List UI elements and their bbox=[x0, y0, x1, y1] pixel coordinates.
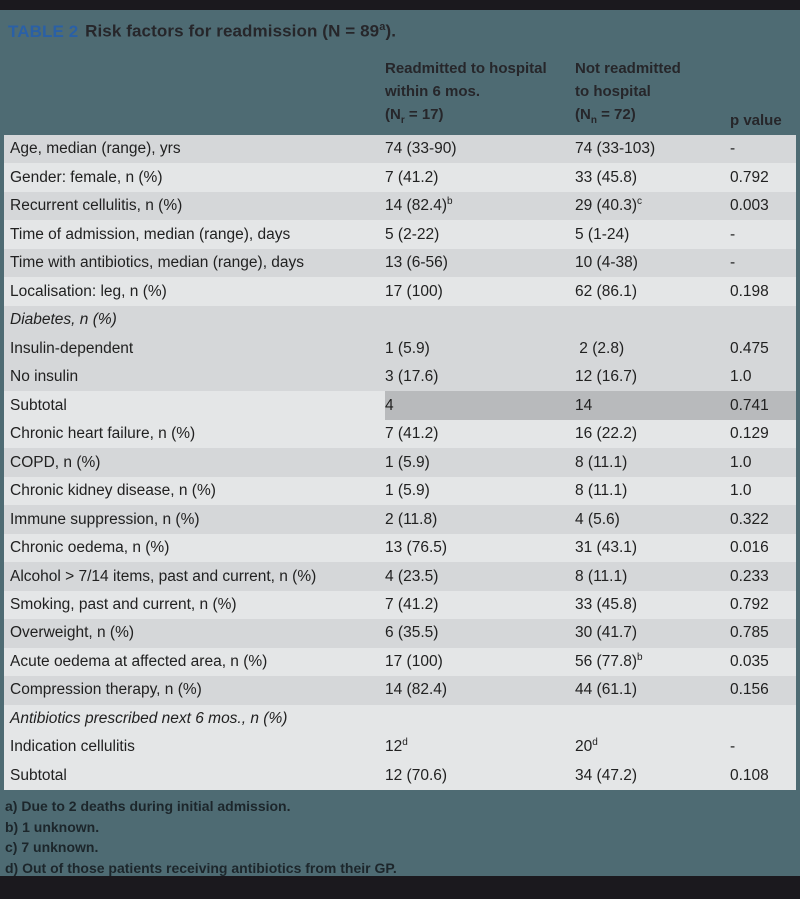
pvalue-cell: 0.792 bbox=[730, 595, 769, 613]
table-body bbox=[4, 135, 796, 790]
row-label-cell: COPD, n (%) bbox=[10, 453, 101, 471]
row-label-cell: Chronic oedema, n (%) bbox=[10, 539, 170, 557]
footnotes bbox=[0, 790, 800, 876]
table-row bbox=[4, 591, 796, 619]
readmitted-value-cell: 14 (82.4) bbox=[385, 681, 448, 699]
footnote: d) Out of those patients receiving antibiotics from their GP. bbox=[5, 859, 397, 876]
not-readmitted-value-cell: 44 (61.1) bbox=[575, 681, 638, 699]
not-readmitted-value-cell: 12 (16.7) bbox=[575, 368, 638, 386]
row-label-cell: Time of admission, median (range), days bbox=[10, 225, 291, 243]
not-readmitted-value-cell: 56 (77.8) b bbox=[575, 651, 643, 670]
pvalue-cell: 0.156 bbox=[730, 681, 769, 699]
table-row bbox=[4, 220, 796, 248]
pvalue-cell: - bbox=[730, 225, 736, 243]
not-readmitted-value-cell: 62 (86.1) bbox=[575, 282, 638, 300]
readmitted-value-cell: 2 (11.8) bbox=[385, 510, 438, 528]
table-row bbox=[4, 477, 796, 505]
row-label-cell: Subtotal bbox=[10, 766, 67, 784]
pvalue-cell: 1.0 bbox=[730, 453, 752, 471]
readmitted-value-cell: 7 (41.2) bbox=[385, 425, 439, 443]
col-header-line: to hospital bbox=[575, 83, 651, 100]
pvalue-cell: 0.108 bbox=[730, 766, 769, 784]
pvalue-cell bbox=[730, 306, 796, 334]
not-readmitted-value-cell: 33 (45.8) bbox=[575, 168, 638, 186]
readmitted-value-cell: 14 (82.4) b bbox=[385, 196, 453, 215]
footnote: a) Due to 2 deaths during initial admission. bbox=[5, 798, 291, 814]
row-label-cell: Time with antibiotics, median (range), days bbox=[10, 254, 305, 272]
table-row bbox=[4, 448, 796, 476]
table-row bbox=[4, 135, 796, 163]
table-row bbox=[4, 619, 796, 647]
table-row bbox=[4, 192, 796, 220]
readmitted-value-cell: 13 (6-56) bbox=[385, 254, 448, 272]
col-header-not-readmitted bbox=[575, 57, 681, 132]
readmitted-value-cell: 4 bbox=[385, 391, 575, 419]
pvalue-cell: - bbox=[730, 738, 736, 756]
pvalue-cell: 0.741 bbox=[730, 391, 796, 419]
row-label-cell: Chronic heart failure, n (%) bbox=[10, 425, 196, 443]
table-row bbox=[4, 648, 796, 676]
pvalue-cell: 1.0 bbox=[730, 368, 752, 386]
pvalue-cell: 0.016 bbox=[730, 539, 769, 557]
row-label-cell: Recurrent cellulitis, n (%) bbox=[10, 197, 183, 215]
readmitted-value-cell: 3 (17.6) bbox=[385, 368, 439, 386]
readmitted-value-cell: 12 d bbox=[385, 737, 408, 756]
table-row bbox=[4, 249, 796, 277]
not-readmitted-value-cell: 2 (2.8) bbox=[575, 339, 625, 357]
readmitted-value-cell: 6 (35.5) bbox=[385, 624, 439, 642]
readmitted-value-cell: 17 (100) bbox=[385, 282, 443, 300]
table-row bbox=[4, 676, 796, 704]
table-row bbox=[4, 334, 796, 362]
pvalue-cell: 0.322 bbox=[730, 510, 769, 528]
readmitted-value-cell bbox=[385, 705, 575, 733]
col-header-line: Not readmitted bbox=[575, 60, 681, 77]
readmitted-value-cell: 1 (5.9) bbox=[385, 482, 430, 500]
table-row bbox=[4, 363, 796, 391]
readmitted-value-cell: 5 (2-22) bbox=[385, 225, 440, 243]
not-readmitted-value-cell: 10 (4-38) bbox=[575, 254, 638, 272]
column-headers bbox=[0, 55, 800, 135]
n-label: (N bbox=[385, 106, 401, 123]
readmitted-value-cell: 1 (5.9) bbox=[385, 453, 430, 471]
pvalue-cell: 0.792 bbox=[730, 168, 769, 186]
row-label-cell: Gender: female, n (%) bbox=[10, 168, 163, 186]
row-label-cell: Insulin-dependent bbox=[10, 339, 134, 357]
not-readmitted-value-cell: 14 bbox=[575, 391, 730, 419]
row-label-cell: Overweight, n (%) bbox=[10, 624, 135, 642]
not-readmitted-value-cell: 30 (41.7) bbox=[575, 624, 638, 642]
section-header-row bbox=[4, 306, 796, 334]
table-title-text: Risk factors for readmission (N = 89 bbox=[80, 21, 380, 41]
row-label-cell: Acute oedema at affected area, n (%) bbox=[10, 652, 268, 670]
footnote: b) 1 unknown. bbox=[5, 818, 100, 835]
row-label-cell: Age, median (range), yrs bbox=[10, 140, 181, 158]
pvalue-cell: 0.129 bbox=[730, 425, 769, 443]
row-label-cell: Chronic kidney disease, n (%) bbox=[10, 482, 216, 500]
table-row bbox=[4, 505, 796, 533]
row-label-cell: Localisation: leg, n (%) bbox=[10, 282, 167, 300]
readmitted-value-cell: 12 (70.6) bbox=[385, 766, 448, 784]
not-readmitted-value-cell: 20 d bbox=[575, 737, 598, 756]
row-label-cell: No insulin bbox=[10, 368, 79, 386]
table-row bbox=[4, 163, 796, 191]
section-header-cell: Diabetes, n (%) bbox=[10, 311, 117, 329]
table-row bbox=[4, 762, 796, 790]
pvalue-cell: 0.233 bbox=[730, 567, 769, 585]
table-row bbox=[4, 733, 796, 761]
not-readmitted-value-cell bbox=[575, 306, 730, 334]
n-value: = 72) bbox=[596, 106, 636, 123]
pvalue-cell: 1.0 bbox=[730, 482, 752, 500]
row-label-cell: Subtotal bbox=[10, 396, 67, 414]
n-subscript: n bbox=[590, 115, 597, 126]
readmitted-value-cell: 7 (41.2) bbox=[385, 595, 439, 613]
row-label-cell: Compression therapy, n (%) bbox=[10, 681, 202, 699]
pvalue-cell: 0.035 bbox=[730, 652, 769, 670]
readmitted-value-cell: 4 (23.5) bbox=[385, 567, 439, 585]
pvalue-cell: 0.003 bbox=[730, 197, 769, 215]
pvalue-cell: - bbox=[730, 140, 736, 158]
pvalue-cell bbox=[730, 705, 796, 733]
col-header-n-count bbox=[385, 103, 547, 132]
pvalue-cell: 0.475 bbox=[730, 339, 769, 357]
row-label-cell: Indication cellulitis bbox=[10, 738, 135, 756]
section-header-cell: Antibiotics prescribed next 6 mos., n (%) bbox=[10, 709, 288, 727]
footnote: c) 7 unknown. bbox=[5, 839, 99, 855]
pvalue-cell: 0.785 bbox=[730, 624, 769, 642]
not-readmitted-value-cell: 8 (11.1) bbox=[575, 482, 628, 500]
row-label-cell: Alcohol > 7/14 items, past and current, n (%) bbox=[10, 567, 317, 585]
table-row bbox=[4, 562, 796, 590]
table-row bbox=[4, 420, 796, 448]
readmitted-value-cell: 17 (100) bbox=[385, 652, 443, 670]
readmitted-value-cell bbox=[385, 306, 575, 334]
readmitted-value-cell: 1 (5.9) bbox=[385, 339, 430, 357]
table-title bbox=[0, 10, 800, 55]
not-readmitted-value-cell: 29 (40.3) c bbox=[575, 196, 643, 215]
not-readmitted-value-cell: 31 (43.1) bbox=[575, 539, 638, 557]
table-row bbox=[4, 534, 796, 562]
not-readmitted-value-cell: 16 (22.2) bbox=[575, 425, 638, 443]
not-readmitted-value-cell: 8 (11.1) bbox=[575, 453, 628, 471]
readmitted-value-cell: 74 (33-90) bbox=[385, 140, 457, 158]
table-number-label: TABLE 2 bbox=[8, 21, 79, 41]
table-title-tail: ). bbox=[385, 21, 397, 41]
col-header-readmitted bbox=[385, 57, 547, 132]
not-readmitted-value-cell: 33 (45.8) bbox=[575, 595, 638, 613]
n-label: (N bbox=[575, 106, 591, 123]
pvalue-cell: - bbox=[730, 254, 736, 272]
table-row bbox=[4, 277, 796, 305]
not-readmitted-value-cell: 4 (5.6) bbox=[575, 510, 620, 528]
top-border-bar bbox=[0, 0, 800, 10]
readmitted-value-cell: 7 (41.2) bbox=[385, 168, 439, 186]
pvalue-cell: 0.198 bbox=[730, 282, 769, 300]
not-readmitted-value-cell: 8 (11.1) bbox=[575, 567, 628, 585]
readmitted-value-cell: 13 (76.5) bbox=[385, 539, 448, 557]
section-header-row bbox=[4, 705, 796, 733]
col-header-n-count bbox=[575, 103, 681, 132]
col-header-pvalue: p value bbox=[730, 112, 782, 129]
row-label-cell: Immune suppression, n (%) bbox=[10, 510, 200, 528]
table-row bbox=[4, 391, 796, 419]
not-readmitted-value-cell: 5 (1-24) bbox=[575, 225, 630, 243]
not-readmitted-value-cell: 34 (47.2) bbox=[575, 766, 638, 784]
not-readmitted-value-cell bbox=[575, 705, 730, 733]
row-label-cell: Smoking, past and current, n (%) bbox=[10, 595, 237, 613]
col-header-line: Readmitted to hospital bbox=[385, 60, 547, 77]
col-header-line: within 6 mos. bbox=[385, 83, 481, 100]
bottom-border-bar bbox=[0, 876, 800, 899]
not-readmitted-value-cell: 74 (33-103) bbox=[575, 140, 656, 158]
n-subscript: r bbox=[400, 115, 405, 126]
n-value: = 17) bbox=[404, 106, 444, 123]
footnote-marker-a: a bbox=[379, 21, 386, 33]
